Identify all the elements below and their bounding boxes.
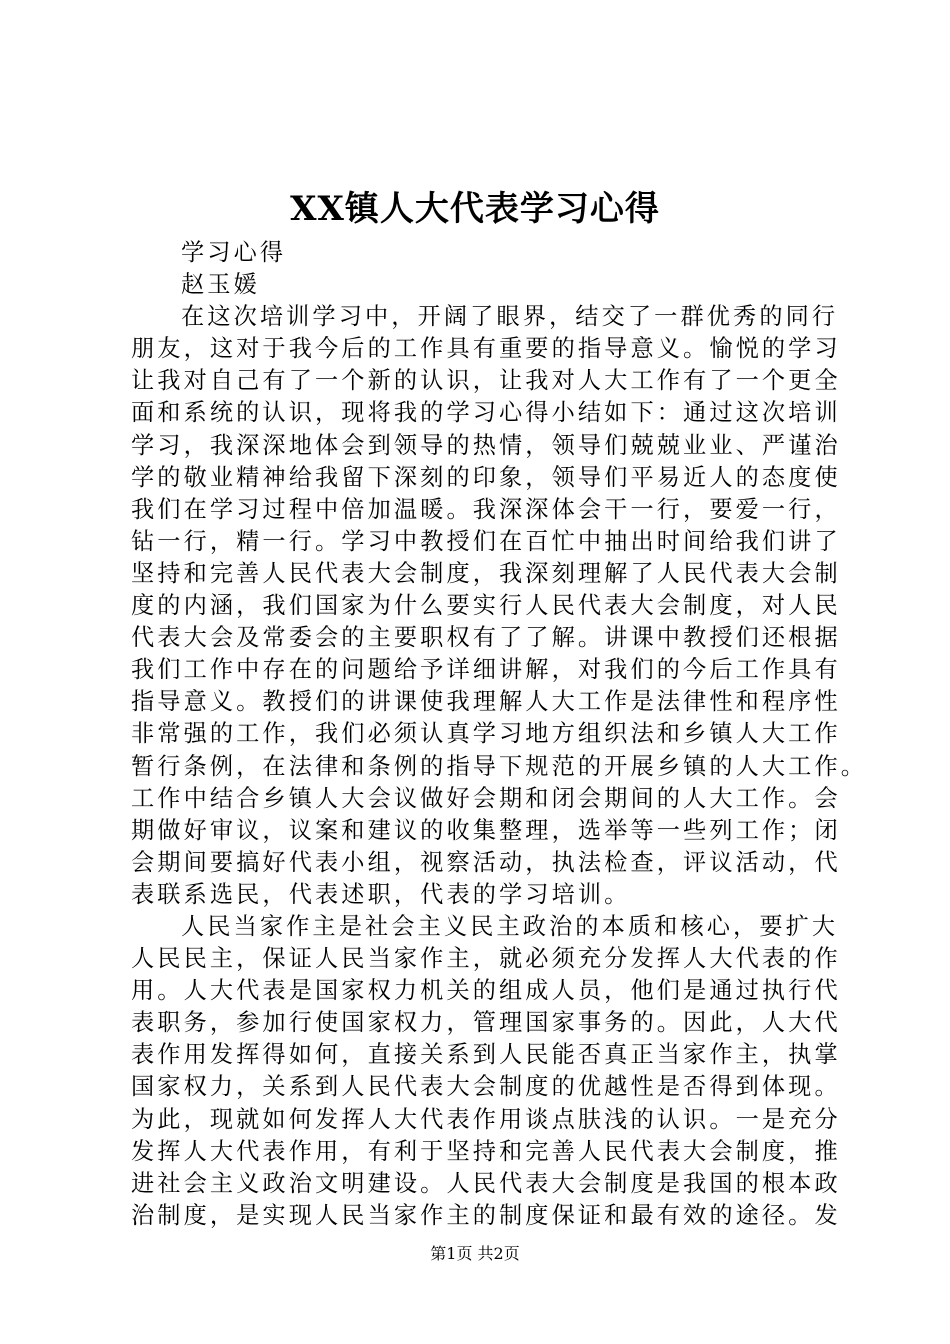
paragraph-line: 在这次培训学习中，开阔了眼界，结交了一群优秀的同行	[181, 303, 839, 331]
author-name: 赵玉媛	[181, 271, 260, 299]
paragraph-line: 我们工作中存在的问题给予详细讲解，对我们的今后工作具有	[131, 656, 841, 684]
paragraph-line: 钻一行，精一行。学习中教授们在百忙中抽出时间给我们讲了	[131, 527, 841, 555]
paragraph-line: 人民民主，保证人民当家作主，就必须充分发挥人大代表的作	[131, 945, 841, 973]
paragraph-line: 用。人大代表是国家权力机关的组成人员，他们是通过执行代	[131, 977, 841, 1005]
paragraph-line: 坚持和完善人民代表大会制度，我深刻理解了人民代表大会制	[131, 559, 841, 587]
paragraph-line: 治制度，是实现人民当家作主的制度保证和最有效的途径。发	[131, 1201, 841, 1229]
page-number-footer: 第1页 共2页	[430, 1244, 520, 1263]
paragraph-line: 度的内涵，我们国家为什么要实行人民代表大会制度，对人民	[131, 592, 841, 620]
paragraph-line: 代表大会及常委会的主要职权有了了解。讲课中教授们还根据	[131, 624, 841, 652]
paragraph-line: 让我对自己有了一个新的认识，让我对人大工作有了一个更全	[131, 367, 841, 395]
paragraph-line: 暂行条例，在法律和条例的指导下规范的开展乡镇的人大工作。	[131, 752, 868, 780]
paragraph-line: 表联系选民，代表述职，代表的学习培训。	[131, 880, 631, 908]
document-title: XX镇人大代表学习心得	[290, 189, 660, 229]
paragraph-2	[131, 911, 841, 1232]
paragraph-line: 学习，我深深地体会到领导的热情，领导们兢兢业业、严谨治	[131, 431, 841, 459]
paragraph-line: 发挥人大代表作用，有利于坚持和完善人民代表大会制度，推	[131, 1137, 841, 1165]
paragraph-line: 期做好审议，议案和建议的收集整理，选举等一些列工作；闭	[131, 816, 841, 844]
paragraph-1	[131, 301, 868, 911]
paragraph-line: 非常强的工作，我们必须认真学习地方组织法和乡镇人大工作	[131, 720, 841, 748]
paragraph-line: 面和系统的认识，现将我的学习心得小结如下：通过这次培训	[131, 399, 841, 427]
paragraph-line: 学的敬业精神给我留下深刻的印象，领导们平易近人的态度使	[131, 463, 841, 491]
paragraph-line: 朋友，这对于我今后的工作具有重要的指导意义。愉悦的学习	[131, 335, 841, 363]
paragraph-line: 人民当家作主是社会主义民主政治的本质和核心，要扩大	[181, 912, 839, 940]
paragraph-line: 表职务，参加行使国家权力，管理国家事务的。因此，人大代	[131, 1009, 841, 1037]
paragraph-line: 会期间要搞好代表小组，视察活动，执法检查，评议活动，代	[131, 848, 841, 876]
paragraph-line: 进社会主义政治文明建设。人民代表大会制度是我国的根本政	[131, 1169, 841, 1197]
paragraph-line: 工作中结合乡镇人大会议做好会期和闭会期间的人大工作。会	[131, 784, 841, 812]
paragraph-line: 为此，现就如何发挥人大代表作用谈点肤浅的认识。一是充分	[131, 1105, 841, 1133]
paragraph-line: 表作用发挥得如何，直接关系到人民能否真正当家作主，执掌	[131, 1041, 841, 1069]
document-body	[131, 237, 868, 1232]
paragraph-line: 国家权力，关系到人民代表大会制度的优越性是否得到体现。	[131, 1073, 841, 1101]
subtitle: 学习心得	[181, 239, 287, 266]
paragraph-line: 指导意义。教授们的讲课使我理解人大工作是法律性和程序性	[131, 688, 841, 716]
paragraph-line: 我们在学习过程中倍加温暖。我深深体会干一行，要爱一行，	[131, 495, 841, 523]
